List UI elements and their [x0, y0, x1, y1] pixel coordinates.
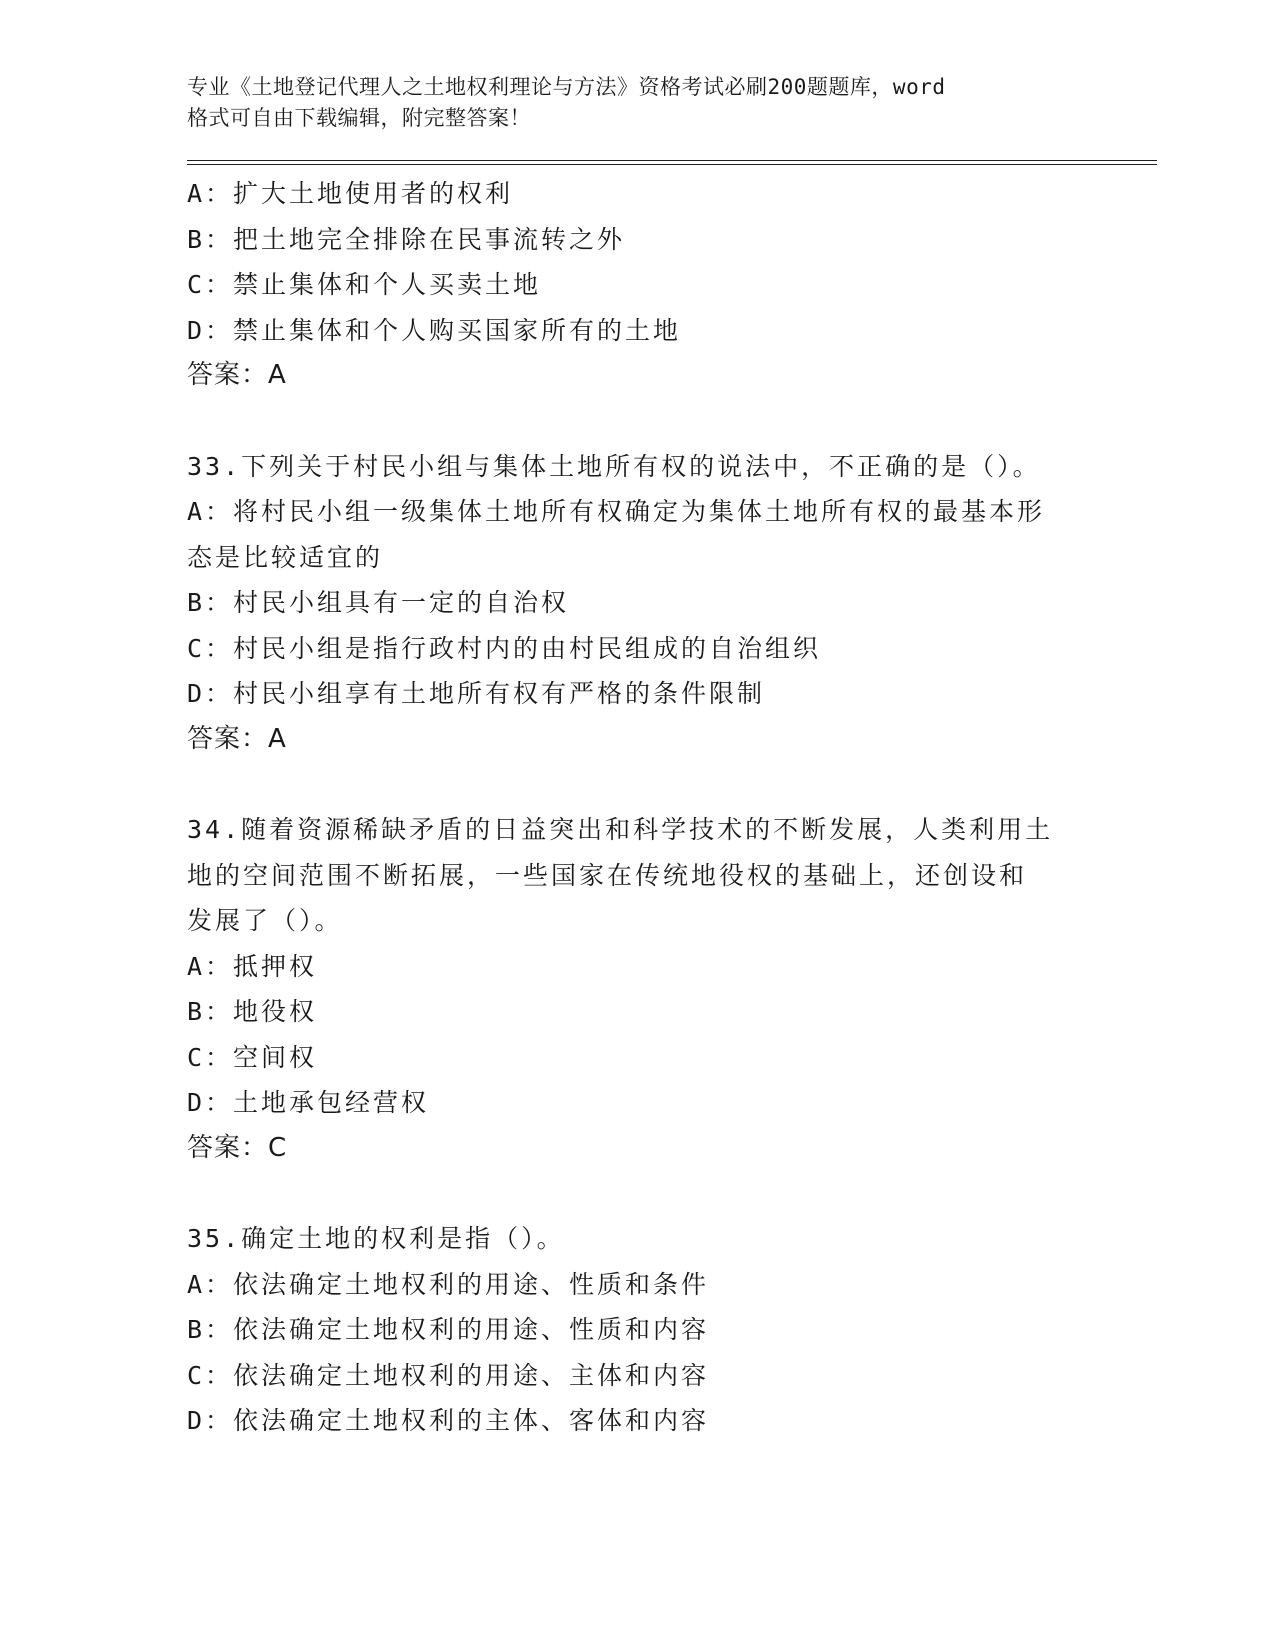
document-header — [187, 72, 1157, 134]
question-list — [187, 171, 1087, 1444]
header-title-line-1: 专业《土地登记代理人之土地权利理论与方法》资格考试必刷200题题库，word — [187, 75, 946, 99]
answer-line: 答案：C — [187, 1132, 288, 1163]
spacer — [187, 399, 1087, 444]
option-c: C：禁止集体和个人买卖土地 — [187, 270, 542, 299]
option-d: D：村民小组享有土地所有权有严格的条件限制 — [187, 679, 766, 708]
option-d: D：土地承包经营权 — [187, 1088, 430, 1117]
option-b: B：依法确定土地权利的用途、性质和内容 — [187, 1315, 710, 1344]
answer-line: 答案：A — [187, 360, 287, 390]
header-title-line-2: 格式可自由下载编辑，附完整答案！ — [187, 106, 531, 130]
option-a: A：扩大土地使用者的权利 — [187, 179, 514, 208]
question-stem: 33.下列关于村民小组与集体土地所有权的说法中，不正确的是（）。 — [187, 451, 1041, 481]
answer-line: 答案：A — [187, 723, 287, 754]
option-a: A：将村民小组一级集体土地所有权确定为集体土地所有权的最基本形 — [187, 497, 1046, 526]
option-c: C：村民小组是指行政村内的由村民组成的自治组织 — [187, 633, 822, 663]
question-35 — [187, 1216, 1087, 1444]
question-stem-line-3: 发展了（）。 — [187, 906, 343, 935]
question-stem-line-1: 34.随着资源稀缺矛盾的日益突出和科学技术的不断发展，人类利用土 — [187, 815, 1054, 844]
option-a-continued: 态是比较适宜的 — [187, 542, 384, 572]
question-33 — [187, 444, 1087, 763]
option-b: B：把土地完全排除在民事流转之外 — [187, 224, 626, 254]
option-a: A：依法确定土地权利的用途、性质和条件 — [187, 1269, 710, 1299]
question-stem-line-2: 地的空间范围不断拓展，一些国家在传统地役权的基础上，还创设和 — [187, 860, 1028, 890]
spacer — [187, 762, 1087, 807]
option-b: B：地役权 — [187, 997, 318, 1026]
option-d: D：依法确定土地权利的主体、客体和内容 — [187, 1406, 710, 1435]
option-c: C：依法确定土地权利的用途、主体和内容 — [187, 1360, 710, 1390]
spacer — [187, 1171, 1087, 1216]
option-b: B：村民小组具有一定的自治权 — [187, 588, 570, 617]
option-d: D：禁止集体和个人购买国家所有的土地 — [187, 315, 682, 345]
option-a: A：抵押权 — [187, 951, 318, 981]
option-c: C：空间权 — [187, 1042, 318, 1072]
question-34 — [187, 807, 1087, 1171]
question-stem: 35.确定土地的权利是指（）。 — [187, 1224, 565, 1253]
question-32-continued — [187, 171, 1087, 399]
document-page — [187, 72, 1157, 1444]
header-divider — [187, 160, 1157, 165]
